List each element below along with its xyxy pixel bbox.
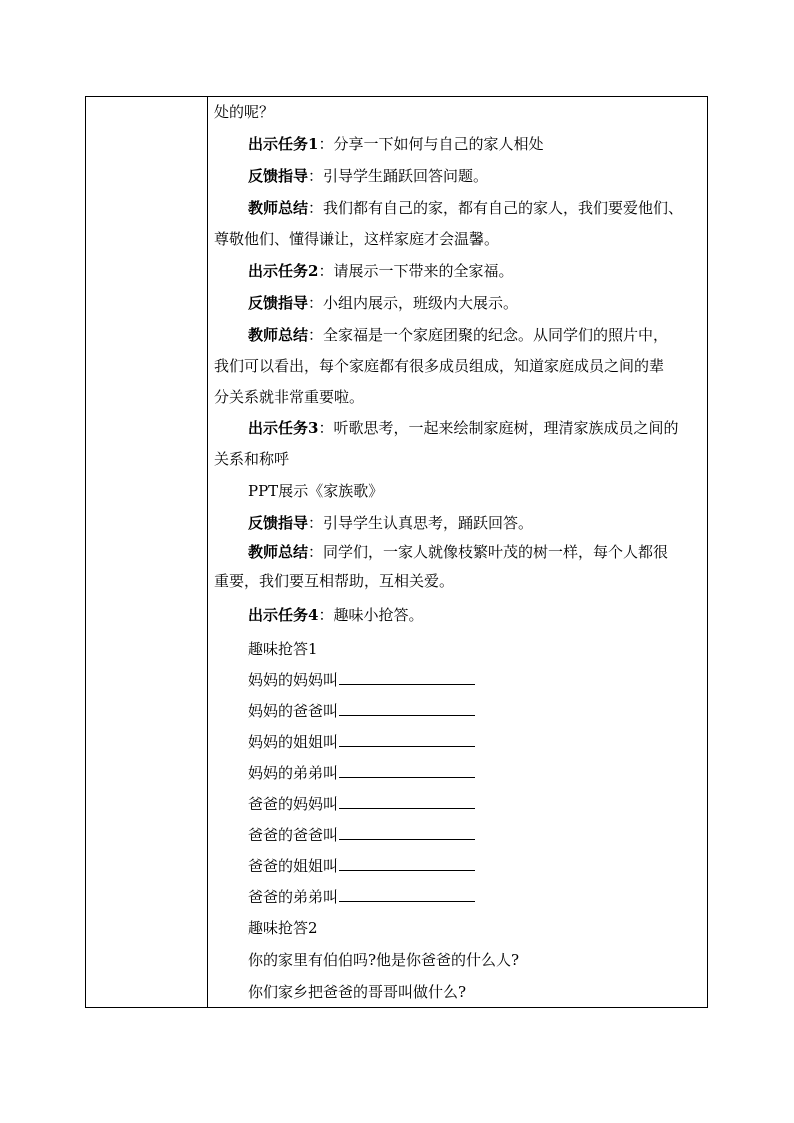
quiz-question: 爸爸的爸爸叫 — [248, 822, 701, 848]
answer-blank[interactable] — [339, 762, 475, 778]
lesson-table — [85, 96, 708, 1008]
task-line: 出示任务3：听歌思考，一起来绘制家庭树，理清家族成员之间的 — [248, 419, 679, 437]
text-line: 重要，我们要互相帮助，互相关爱。 — [214, 572, 455, 590]
feedback-label: 反馈指导 — [248, 294, 309, 312]
table-content-cell — [208, 97, 707, 1007]
task-line: 出示任务2：请展示一下带来的全家福。 — [248, 262, 514, 280]
quiz-question: 爸爸的弟弟叫 — [248, 884, 701, 910]
task-label: 出示任务3 — [248, 419, 319, 437]
quiz-question: 妈妈的妈妈叫 — [248, 667, 701, 693]
quiz-question: 你们家乡把爸爸的哥哥叫做什么? — [248, 983, 467, 1001]
task-label: 出示任务4 — [248, 606, 319, 624]
feedback-label: 反馈指导 — [248, 514, 309, 532]
quiz-heading: 趣味抢答2 — [248, 919, 318, 937]
feedback-line: 反馈指导：引导学生踊跃回答问题。 — [248, 167, 489, 185]
quiz-question: 妈妈的姐姐叫 — [248, 729, 701, 755]
table-left-cell — [86, 97, 208, 1007]
quiz-question: 爸爸的妈妈叫 — [248, 791, 701, 817]
summary-line: 教师总结：全家福是一个家庭团聚的纪念。从同学们的照片中， — [248, 326, 669, 344]
answer-blank[interactable] — [339, 669, 475, 685]
feedback-line: 反馈指导：小组内展示，班级内大展示。 — [248, 294, 519, 312]
summary-label: 教师总结 — [248, 543, 309, 561]
quiz-heading: 趣味抢答1 — [248, 640, 318, 658]
text-line: 尊敬他们、懂得谦让，这样家庭才会温馨。 — [214, 230, 500, 248]
feedback-label: 反馈指导 — [248, 167, 309, 185]
task-label: 出示任务2 — [248, 262, 319, 280]
text-line: 分关系就非常重要啦。 — [214, 388, 365, 406]
answer-blank[interactable] — [339, 731, 475, 747]
summary-line: 教师总结：我们都有自己的家，都有自己的家人，我们要爱他们、 — [248, 199, 684, 217]
answer-blank[interactable] — [339, 700, 475, 716]
quiz-question: 妈妈的爸爸叫 — [248, 698, 701, 724]
quiz-question: 妈妈的弟弟叫 — [248, 760, 701, 786]
answer-blank[interactable] — [339, 855, 475, 871]
text-line: 处的呢？ — [214, 103, 275, 121]
answer-blank[interactable] — [339, 886, 475, 902]
summary-label: 教师总结 — [248, 326, 309, 344]
task-line: 出示任务4：趣味小抢答。 — [248, 606, 424, 624]
task-label: 出示任务1 — [248, 135, 319, 153]
task-line: 出示任务1：分享一下如何与自己的家人相处 — [248, 135, 544, 153]
quiz-question: 爸爸的姐姐叫 — [248, 853, 701, 879]
answer-blank[interactable] — [339, 793, 475, 809]
summary-line: 教师总结：同学们，一家人就像枝繁叶茂的树一样，每个人都很 — [248, 543, 669, 561]
quiz-question: 你的家里有伯伯吗?他是你爸爸的什么人? — [248, 951, 520, 969]
text-line: 关系和称呼 — [214, 450, 290, 468]
text-line: PPT展示《家族歌》 — [248, 482, 384, 500]
summary-label: 教师总结 — [248, 199, 309, 217]
feedback-line: 反馈指导：引导学生认真思考，踊跃回答。 — [248, 514, 534, 532]
text-line: 我们可以看出，每个家庭都有很多成员组成，知道家庭成员之间的辈 — [214, 357, 665, 375]
answer-blank[interactable] — [339, 824, 475, 840]
